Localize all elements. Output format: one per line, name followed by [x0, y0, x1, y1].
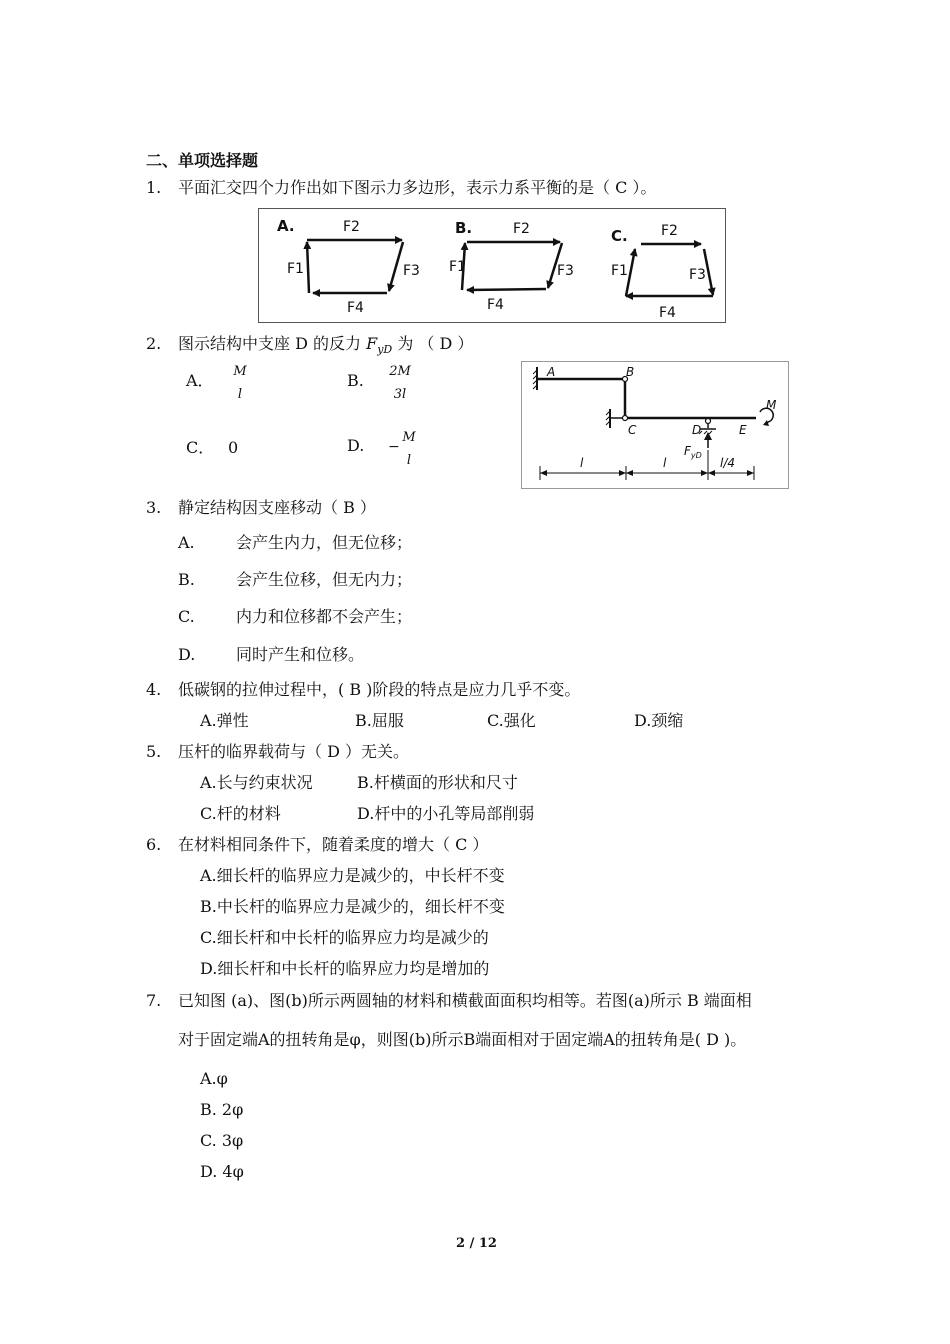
q2-stem-suffix: 为 （ D ） — [392, 334, 474, 353]
q7-option-b: B. 2φ — [200, 1100, 244, 1119]
q3-option-b-text: 会产生位移，但无内力； — [236, 570, 413, 589]
q2-force-subscript: yD — [377, 343, 393, 357]
q1-label-c: C. — [611, 227, 628, 245]
q2-structure-figure — [521, 361, 789, 489]
q5-option-c: C.杆的材料 — [200, 804, 281, 823]
q2-point-c: C — [628, 423, 637, 437]
q1-a-f4-label: F4 — [347, 300, 364, 316]
q1-a-f1-label: F1 — [287, 261, 304, 277]
q7-line-1: 已知图 (a)、图(b)所示两圆轴的材料和横截面面积均相等。若图(a)所示 B 端面相 — [178, 991, 752, 1010]
q1-b-f2-label: F2 — [513, 221, 530, 237]
q2-hinge-d — [706, 419, 711, 424]
q1-c-f2-label: F2 — [661, 223, 678, 239]
q3-option-d-text: 同时产生和位移。 — [236, 645, 365, 664]
q3-stem: 静定结构因支座移动（ B ） — [178, 498, 376, 517]
q2-point-d: D — [692, 423, 702, 437]
q6-option-b: B.中长杆的临界应力是减少的，细长杆不变 — [200, 897, 505, 916]
q7-option-c: C. 3φ — [200, 1131, 244, 1150]
q1-a-f3-arrow — [389, 242, 403, 291]
q3-option-c-label: C. — [178, 607, 195, 626]
q1-b-f4-label: F4 — [487, 297, 504, 313]
q5-option-a: A.长与约束状况 — [200, 773, 313, 792]
q2-option-a-label: A． — [186, 371, 214, 390]
q4-option-a: A.弹性 — [200, 711, 249, 730]
q2-option-a-denominator: l — [237, 387, 243, 402]
q2-point-b: B — [626, 365, 635, 379]
q2-dim-1: l — [580, 456, 584, 470]
q1-c-f3-label: F3 — [689, 267, 706, 283]
q3-option-b-label: B. — [178, 570, 195, 589]
q1-force-polygon-svg — [259, 209, 725, 322]
page-number: 2 / 12 — [456, 1236, 497, 1251]
q1-label-b: B. — [455, 219, 473, 237]
q1-c-f1-label: F1 — [611, 263, 628, 279]
q5-option-b: B.杆横面的形状和尺寸 — [357, 773, 518, 792]
q2-option-b-label: B. — [347, 371, 364, 390]
q2-point-e: E — [739, 423, 747, 437]
q5-stem: 压杆的临界载荷与（ D ）无关。 — [178, 742, 410, 761]
q6-stem: 在材料相同条件下，随着柔度的增大（ C ） — [178, 835, 489, 854]
q1-label-a: A. — [277, 217, 295, 235]
q6-option-d: D.细长杆和中长杆的临界应力均是增加的 — [200, 959, 490, 978]
q7-number: 7. — [146, 991, 162, 1010]
q2-number: 2. — [146, 334, 162, 353]
q3-option-c-text: 内力和位移都不会产生； — [236, 607, 413, 626]
q6-option-c: C.细长杆和中长杆的临界应力均是减少的 — [200, 928, 489, 947]
q5-number: 5. — [146, 742, 162, 761]
q4-stem: 低碳钢的拉伸过程中，( B )阶段的特点是应力几乎不变。 — [178, 680, 581, 699]
q4-option-b: B.屈服 — [355, 711, 404, 730]
q2-stem-prefix: 图示结构中支座 D 的反力 — [178, 334, 367, 353]
q6-option-a: A.细长杆的临界应力是减少的，中长杆不变 — [200, 866, 505, 885]
q2-dim-2: l — [663, 456, 667, 470]
q1-a-f1-arrow — [307, 242, 309, 293]
q2-reaction-label — [684, 444, 702, 460]
q2-dim-3: l/4 — [720, 456, 736, 470]
q1-b-f4-arrow — [467, 289, 546, 290]
q2-option-d-denominator: l — [406, 453, 412, 468]
q2-moment-label: M — [766, 398, 777, 412]
q1-number: 1. — [146, 178, 162, 197]
q2-option-d-sign: − — [388, 439, 400, 455]
q2-option-c-label: C． — [186, 438, 215, 457]
q2-option-b-denominator: 3l — [393, 387, 407, 402]
q4-option-d: D.颈缩 — [634, 711, 684, 730]
q2-point-a: A — [547, 365, 556, 379]
q2-stem — [178, 334, 473, 360]
q2-option-a-numerator: M — [233, 364, 247, 379]
q2-hinge-c — [623, 416, 628, 421]
q1-a-f2-label: F2 — [343, 219, 360, 235]
q1-stem: 平面汇交四个力作出如下图示力多边形，表示力系平衡的是（ C ）。 — [178, 178, 657, 197]
q2-option-a-fraction — [226, 364, 254, 403]
q2-structure-svg — [522, 362, 788, 488]
q1-force-polygon-figure — [258, 208, 726, 323]
q3-option-d-label: D. — [178, 645, 196, 664]
q2-option-d-numerator: M — [402, 430, 416, 445]
q2-option-b-fraction — [384, 364, 416, 403]
q5-option-d: D.杆中的小孔等局部削弱 — [357, 804, 535, 823]
q3-number: 3. — [146, 498, 162, 517]
q7-option-a: A.φ — [200, 1069, 228, 1088]
q4-number: 4. — [146, 680, 162, 699]
q1-c-f4-label: F4 — [659, 305, 676, 321]
q4-option-c: C.强化 — [487, 711, 536, 730]
q7-option-d: D. 4φ — [200, 1162, 244, 1181]
q3-option-a-text: 会产生内力，但无位移； — [236, 533, 413, 552]
q7-line-2: 对于固定端A的扭转角是φ，则图(b)所示B端面相对于固定端A的扭转角是( D )。 — [178, 1030, 747, 1049]
q2-option-c-value: 0 — [228, 438, 239, 457]
q2-reaction-symbol: F — [684, 444, 691, 458]
q2-option-d-label: D. — [347, 436, 365, 455]
q1-b-f3-label: F3 — [557, 263, 574, 279]
q2-reaction-subscript: yD — [690, 451, 702, 460]
q2-force-symbol: F — [366, 334, 378, 353]
q2-option-d-fraction — [398, 430, 420, 469]
q6-number: 6. — [146, 835, 162, 854]
q1-a-f3-label: F3 — [403, 263, 420, 279]
section-title: 二、单项选择题 — [146, 151, 259, 170]
q3-option-a-label: A. — [178, 533, 195, 552]
q2-option-b-numerator: 2M — [389, 364, 411, 379]
q1-b-f1-label: F1 — [449, 259, 466, 275]
